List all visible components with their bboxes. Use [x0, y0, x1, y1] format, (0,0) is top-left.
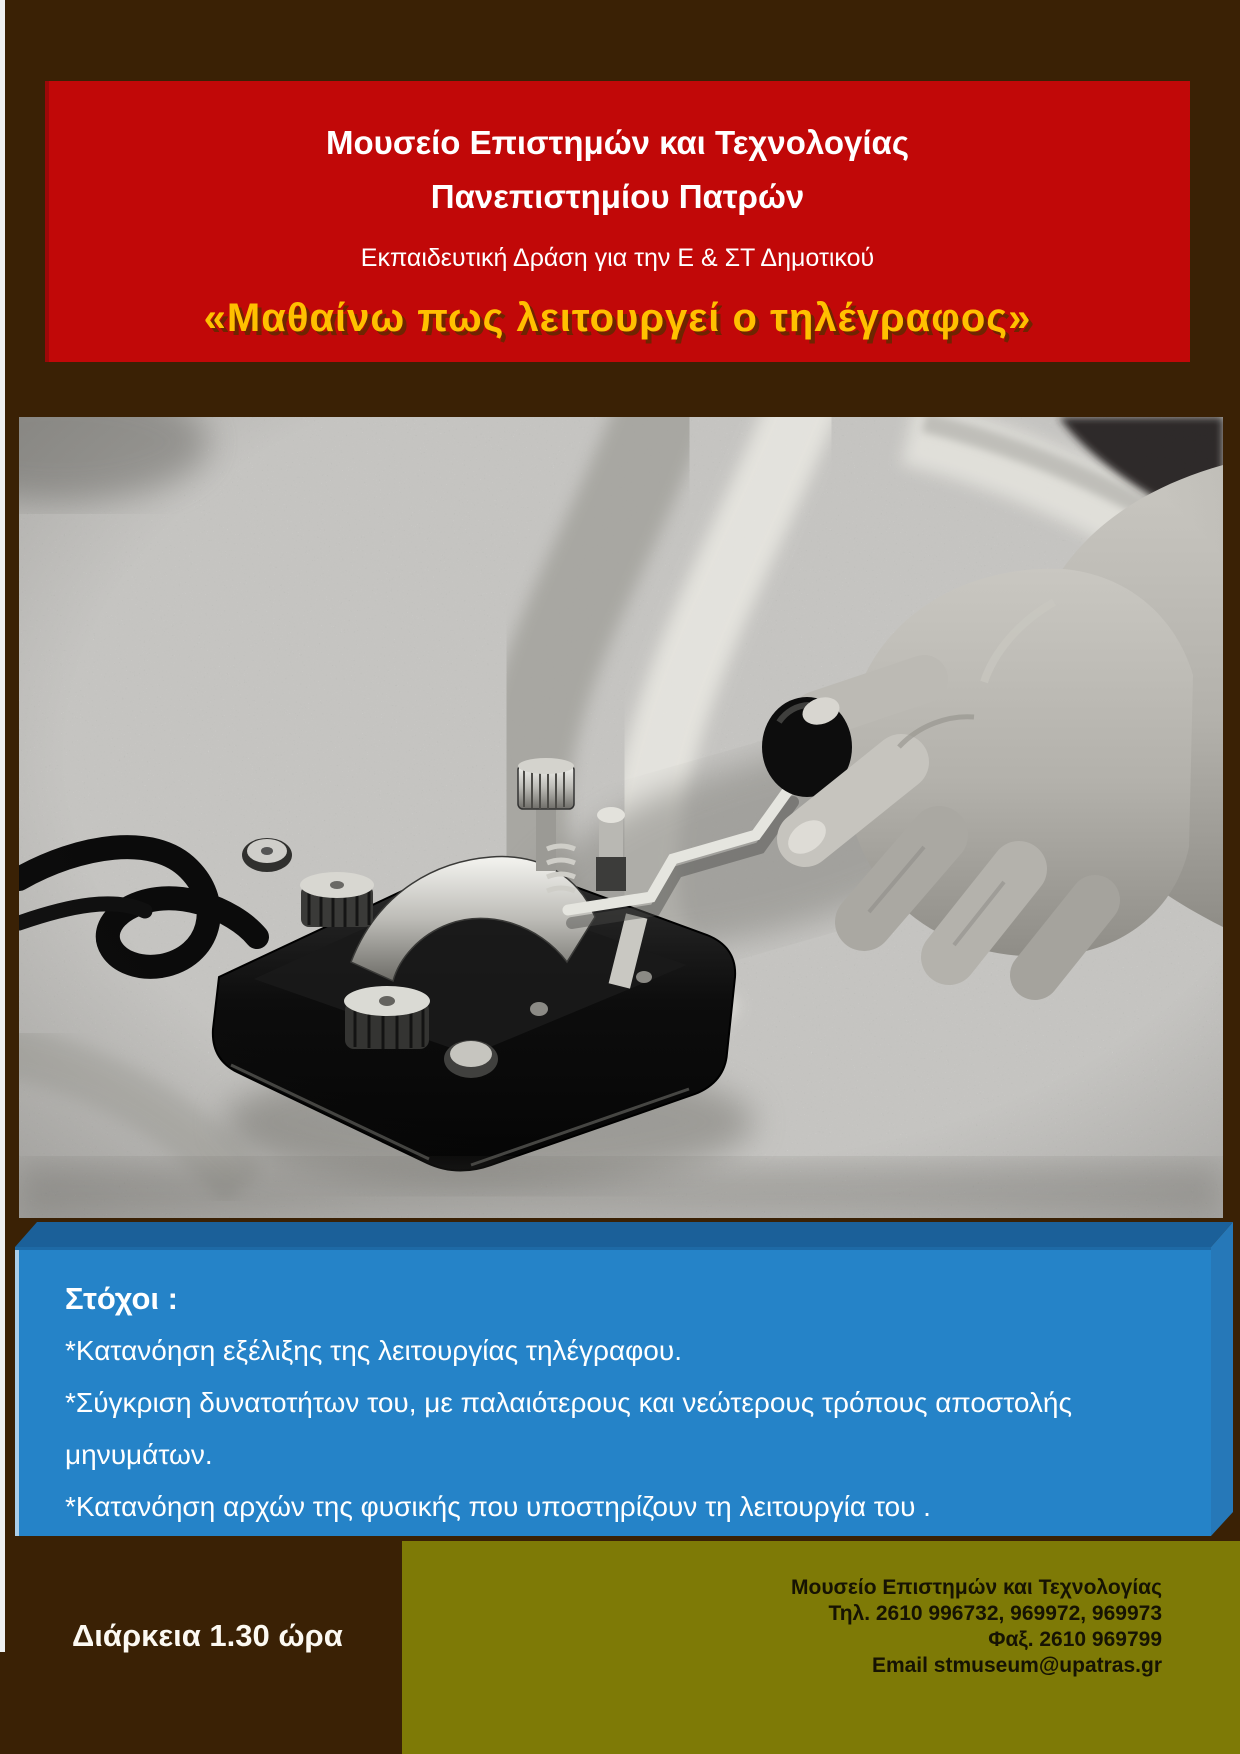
contact-phone: Τηλ. 2610 996732, 969972, 969973	[828, 1602, 1162, 1625]
goal-item: *Σύγκριση δυνατοτήτων του, με παλαιότερους και νεώτερους τρόπους αποστολής μηνυμάτων.	[65, 1387, 1072, 1470]
panel-top-face	[15, 1222, 1233, 1247]
goal-item: *Κατανόηση εξέλιξης της λειτουργίας τηλέγραφου.	[65, 1335, 682, 1366]
goals-heading: Στόχοι :	[65, 1281, 178, 1316]
contact-block	[402, 1541, 1240, 1754]
header-banner	[45, 81, 1190, 362]
poster-title: «Μαθαίνω πως λειτουργεί ο τηλέγραφος»	[203, 296, 1032, 340]
duration-label: Διάρκεια 1.30 ώρα	[72, 1618, 343, 1653]
goal-item: *Κατανόηση αρχών της φυσικής που υποστηρίζουν τη λειτουργία του .	[65, 1491, 931, 1522]
goals-content	[15, 1247, 1211, 1536]
telegraph-photo	[19, 417, 1223, 1218]
museum-name-line2: Πανεπιστημίου Πατρών	[430, 178, 805, 215]
contact-museum-name: Μουσείο Επιστημών και Τεχνολογίας	[791, 1576, 1162, 1599]
museum-name-line1: Μουσείο Επιστημών και Τεχνολογίας	[326, 124, 909, 161]
left-scan-edge	[0, 0, 5, 1652]
panel-right-face	[1211, 1222, 1233, 1536]
contact-email: Email stmuseum@upatras.gr	[871, 1654, 1162, 1677]
contact-fax: Φαξ. 2610 969799	[988, 1628, 1162, 1651]
contact-lines	[402, 1541, 1240, 1679]
telegraph-photo-illustration	[19, 417, 1223, 1218]
activity-tagline: Εκπαιδευτική Δράση για την Ε & ΣΤ Δημοτικού	[360, 244, 875, 272]
